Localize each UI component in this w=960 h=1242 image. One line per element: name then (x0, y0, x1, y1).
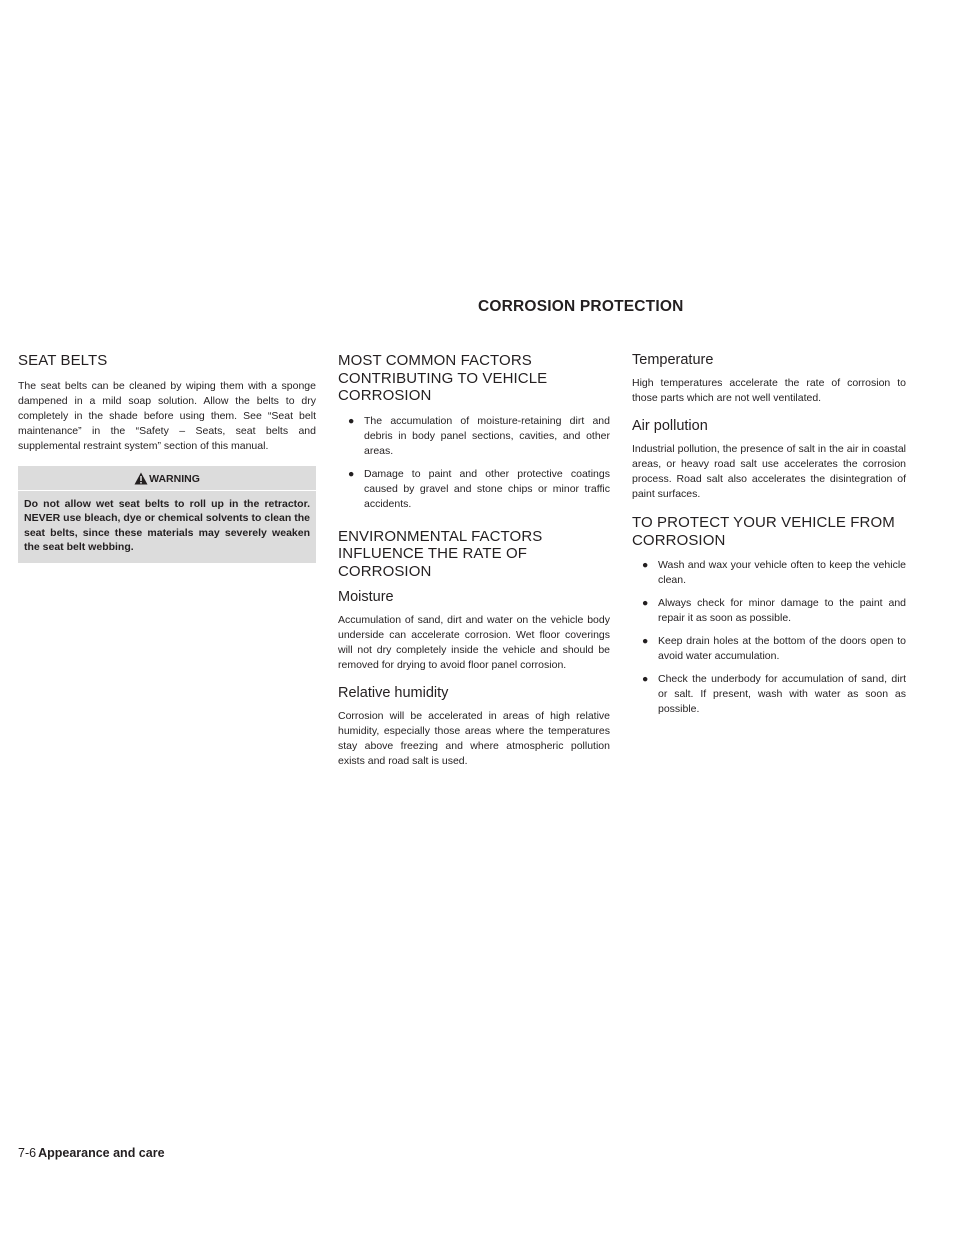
warning-header (18, 472, 316, 491)
bullet-icon: ● (642, 673, 649, 685)
list-item: ● Always check for minor damage to the paint and repair it as soon as possible. (642, 597, 906, 624)
page-footer (18, 1146, 165, 1160)
air-pollution-body: Industrial pollution, the presence of salt in the air in coastal areas, or heavy road salt use accelerates the corrosion process. Road salt also accelerates the disintegration of paint surfaces. (632, 443, 906, 500)
warning-triangle-icon (134, 472, 148, 485)
environmental-heading: ENVIRONMENTAL FACTORS INFLUENCE THE RATE OF CORROSION (338, 527, 543, 580)
bullet-icon: ● (642, 597, 649, 609)
column-middle (338, 352, 610, 781)
warning-box (18, 466, 316, 563)
moisture-heading: Moisture (338, 589, 394, 605)
page-number: 7-6 (18, 1146, 37, 1160)
temperature-heading: Temperature (632, 352, 714, 368)
bullet-icon: ● (642, 635, 649, 647)
bullet-icon: ● (348, 467, 355, 480)
humidity-heading: Relative humidity (338, 685, 449, 701)
seat-belts-heading: SEAT BELTS (18, 352, 108, 369)
section-title: CORROSION PROTECTION (478, 298, 684, 315)
moisture-body: Accumulation of sand, dirt and water on the vehicle body underside can accelerate corrosion. Wet floor coverings will not dry completely inside the vehicle and should be removed for drying to avoid floor panel corrosion. (338, 614, 610, 671)
warning-title: WARNING (149, 472, 200, 485)
list-item: ● Check the underbody for accumulation of sand, dirt or salt. If present, wash with water as soon as possible. (642, 673, 906, 715)
list-item: ● Damage to paint and other protective coatings caused by gravel and stone chips or minor traffic accidents. (348, 467, 610, 510)
list-item: ● Wash and wax your vehicle often to keep the vehicle clean. (642, 559, 906, 586)
protect-list (632, 558, 906, 717)
common-factors-list (338, 414, 610, 512)
list-item: ● The accumulation of moisture-retaining dirt and debris in body panel sections, cavities, and other areas. (348, 414, 610, 457)
seat-belts-body: The seat belts can be cleaned by wiping them with a sponge dampened in a mild soap solution. Allow the belts to dry completely in the shade before using them. See “Seat belt maintenance” in the “Safety – Seats, seat belts and supplemental restraint system” section of this manual. (18, 379, 316, 452)
humidity-body: Corrosion will be accelerated in areas of high relative humidity, especially those areas where the temperatures stay above freezing and where atmospheric pollution exists and road salt is used. (338, 710, 610, 767)
warning-text: Do not allow wet seat belts to roll up in the retractor. NEVER use bleach, dye or chemical solvents to clean the seat belts, since these materials may severely weaken the seat belt webbing. (24, 497, 310, 553)
protect-heading: TO PROTECT YOUR VEHICLE FROM CORROSION (632, 514, 895, 549)
common-factors-heading: MOST COMMON FACTORS CONTRIBUTING TO VEHICLE CORROSION (338, 352, 548, 404)
air-pollution-heading: Air pollution (632, 418, 708, 434)
list-item: ● Keep drain holes at the bottom of the doors open to avoid water accumulation. (642, 635, 906, 662)
column-left (18, 352, 316, 563)
bullet-icon: ● (348, 414, 355, 427)
temperature-body: High temperatures accelerate the rate of corrosion to those parts which are not well ventilated. (632, 377, 906, 404)
chapter-title: Appearance and care (38, 1146, 165, 1160)
bullet-icon: ● (642, 559, 649, 571)
column-right (632, 352, 906, 729)
